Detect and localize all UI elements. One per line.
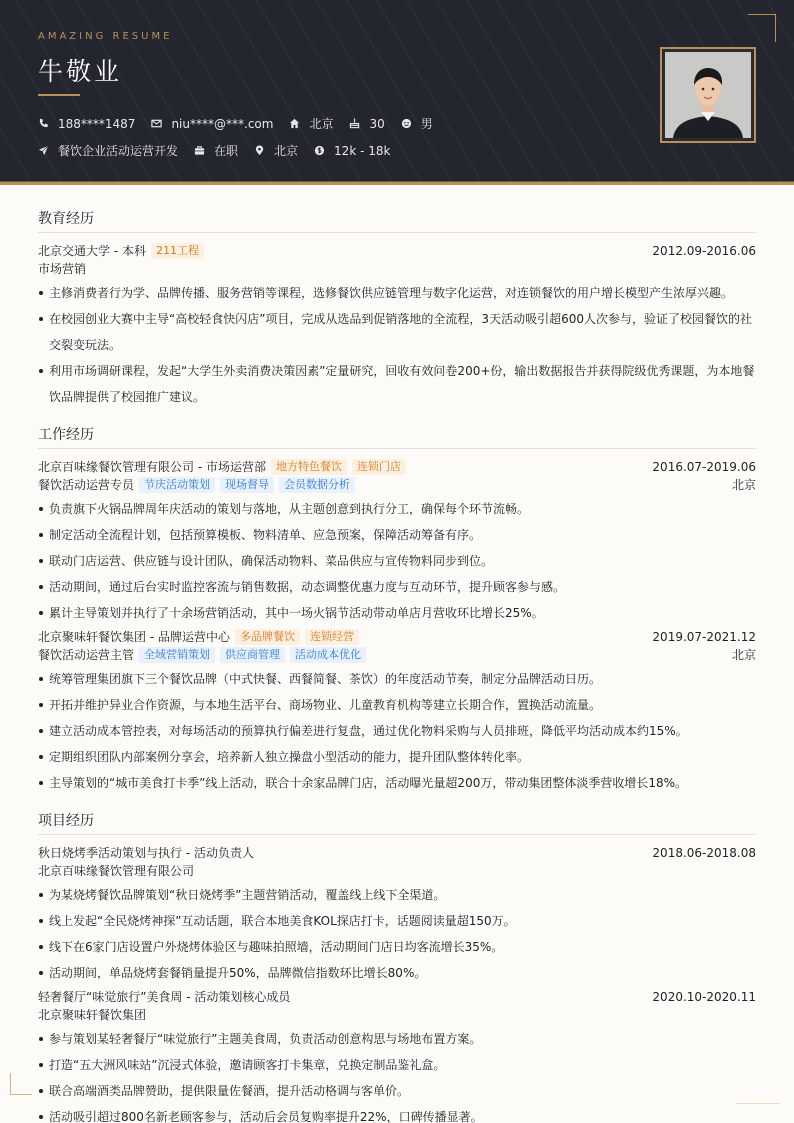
role-tag: 供应商管理	[220, 647, 285, 663]
list-item: 定期组织团队内部案例分享会，培养新人独立操盘小型活动的能力，提升团队整体转化率。	[38, 744, 756, 770]
gender-icon	[401, 118, 412, 129]
money-icon	[314, 145, 325, 156]
phone-icon	[38, 118, 49, 129]
work-bullets	[38, 496, 756, 626]
role-tag: 现场督导	[220, 477, 274, 493]
list-item: 活动期间，通过后台实时监控客流与销售数据，动态调整优惠力度与互动环节，提升顾客参与感。	[38, 574, 756, 600]
project-date: 2018.06-2018.08	[652, 846, 756, 860]
list-item: 线上发起“全民烧烤神探”互动话题，联合本地美食KOL探店打卡，话题阅读量超150万。	[38, 908, 756, 934]
work-date: 2016.07-2019.06	[652, 460, 756, 474]
mail-icon	[151, 118, 162, 129]
company-row	[38, 628, 756, 646]
section-title: 教育经历	[38, 208, 756, 233]
project-entry	[38, 844, 756, 986]
send-icon	[38, 145, 49, 156]
project-org: 北京百味缘餐饮管理有限公司	[38, 864, 195, 878]
work-city: 北京	[731, 648, 756, 662]
project-header-row	[38, 844, 756, 862]
gender-text: 男	[420, 117, 433, 131]
intent-city	[254, 142, 298, 159]
education-date: 2012.09-2016.06	[652, 244, 756, 258]
role-row	[38, 476, 756, 494]
role-name: 餐饮活动运营主管	[38, 648, 135, 662]
project-org-row	[38, 862, 756, 880]
work-bullets	[38, 666, 756, 796]
project-header-row	[38, 988, 756, 1006]
contact-phone	[38, 117, 135, 131]
project-entry	[38, 988, 756, 1123]
education-header-row	[38, 242, 756, 260]
position-text: 餐饮企业活动运营开发	[58, 144, 179, 158]
company-tag: 连锁门店	[352, 459, 406, 475]
list-item: 参与策划某轻奢餐厅“味觉旅行”主题美食周，负责活动创意构思与场地布置方案。	[38, 1026, 756, 1052]
role-tag: 会员数据分析	[279, 477, 355, 493]
list-item: 累计主导策划并执行了十余场营销活动，其中一场火锅节活动带动单店月营收环比增长25%。	[38, 600, 756, 626]
work-entry	[38, 458, 756, 626]
list-item: 建立活动成本管控表，对每场活动的预算执行偏差进行复盘，通过优化物料采购与人员排班，降低平均活动成本约15%。	[38, 718, 756, 744]
email-text: niu****@***.com	[171, 116, 274, 131]
role-tag: 节庆活动策划	[139, 477, 215, 493]
status-text: 在职	[214, 144, 239, 158]
list-item: 活动吸引超过800名新老顾客参与，活动后会员复购率提升22%，口碑传播显著。	[38, 1104, 756, 1123]
project-name: 秋日烧烤季活动策划与执行 - 活动负责人	[38, 846, 254, 860]
contact-gender	[401, 115, 433, 132]
company-tag: 地方特色餐饮	[271, 459, 347, 475]
name-underline	[38, 94, 80, 96]
contact-email	[151, 117, 273, 131]
work-city: 北京	[731, 478, 756, 492]
work-date: 2019.07-2021.12	[652, 630, 756, 644]
contact-row	[38, 115, 449, 132]
role-name: 餐饮活动运营专员	[38, 478, 135, 492]
work-section	[38, 424, 756, 796]
role-row	[38, 646, 756, 664]
brand-label: AMAZING RESUME	[38, 31, 173, 42]
list-item: 制定活动全流程计划，包括预算模板、物料清单、应急预案，保障活动筹备有序。	[38, 522, 756, 548]
role-tag: 全域营销策划	[139, 647, 215, 663]
company-tag: 多品牌餐饮	[235, 629, 300, 645]
list-item: 统筹管理集团旗下三个餐饮品牌（中式快餐、西餐简餐、茶饮）的年度活动节奏，制定分品牌活动日历。	[38, 666, 756, 692]
city-text: 北京	[309, 117, 334, 131]
candidate-name: 牛敬业	[38, 57, 123, 86]
project-org: 北京聚味轩餐饮集团	[38, 1008, 147, 1022]
company-name: 北京聚味轩餐饮集团 - 品牌运营中心	[38, 630, 230, 644]
list-item: 线下在6家门店设置户外烧烤体验区与趣味拍照墙，活动期间门店日均客流增长35%。	[38, 934, 756, 960]
list-item: 利用市场调研课程，发起“大学生外卖消费决策因素”定量研究，回收有效问卷200+份，输出数据报告并获得院级优秀课题，为本地餐饮品牌提供了校园推广建议。	[38, 358, 756, 410]
section-title: 项目经历	[38, 810, 756, 835]
list-item: 打造“五大洲风味站”沉浸式体验，邀请顾客打卡集章，兑换定制品鉴礼盒。	[38, 1052, 756, 1078]
school-tag: 211工程	[151, 243, 204, 259]
company-row	[38, 458, 756, 476]
school-name: 北京交通大学 - 本科	[38, 244, 146, 258]
company-tag: 连锁经营	[305, 629, 359, 645]
contact-age	[349, 117, 384, 131]
list-item: 联动门店运营、供应链与设计团队，确保活动物料、菜品供应与宣传物料同步到位。	[38, 548, 756, 574]
project-section	[38, 810, 756, 1123]
corner-decoration	[10, 1073, 32, 1095]
intent-city-text: 北京	[274, 144, 299, 158]
project-bullets	[38, 1026, 756, 1123]
list-item: 为某烧烤餐饮品牌策划“秋日烧烤季”主题营销活动，覆盖线上线下全渠道。	[38, 882, 756, 908]
contact-city	[289, 115, 333, 132]
intent-salary	[314, 144, 390, 158]
major-row	[38, 260, 756, 278]
project-name: 轻奢餐厅“味觉旅行”美食周 - 活动策划核心成员	[38, 990, 291, 1004]
location-icon	[254, 145, 265, 156]
corner-decoration	[736, 1103, 780, 1104]
role-tag: 活动成本优化	[290, 647, 366, 663]
project-bullets	[38, 882, 756, 986]
project-org-row	[38, 1006, 756, 1024]
intent-position	[38, 142, 178, 159]
intent-row	[38, 142, 406, 159]
company-name: 北京百味缘餐饮管理有限公司 - 市场运营部	[38, 460, 266, 474]
resume-body	[38, 208, 756, 1123]
work-entry	[38, 628, 756, 796]
cake-icon	[349, 118, 360, 129]
phone-text: 188****1487	[58, 116, 136, 131]
education-bullets	[38, 280, 756, 410]
avatar-portrait	[665, 52, 751, 138]
profile-photo	[665, 52, 751, 138]
list-item: 活动期间，单品烧烤套餐销量提升50%，品牌微信指数环比增长80%。	[38, 960, 756, 986]
age-text: 30	[369, 116, 385, 131]
corner-decoration	[748, 14, 776, 42]
project-date: 2020.10-2020.11	[652, 990, 756, 1004]
briefcase-icon	[194, 145, 205, 156]
list-item: 主修消费者行为学、品牌传播、服务营销等课程，选修餐饮供应链管理与数字化运营，对连锁餐饮的用户增长模型产生浓厚兴趣。	[38, 280, 756, 306]
list-item: 开拓并维护异业合作资源，与本地生活平台、商场物业、儿童教育机构等建立长期合作，置换活动流量。	[38, 692, 756, 718]
profile-photo-frame	[660, 47, 756, 143]
resume-header	[0, 0, 794, 185]
major-name: 市场营销	[38, 262, 87, 276]
intent-status	[194, 142, 238, 159]
education-section	[38, 208, 756, 410]
section-title: 工作经历	[38, 424, 756, 449]
education-entry	[38, 242, 756, 410]
list-item: 在校园创业大赛中主导“高校轻食快闪店”项目，完成从选品到促销落地的全流程，3天活动吸引超600人次参与，验证了校园餐饮的社交裂变玩法。	[38, 306, 756, 358]
list-item: 联合高端酒类品牌赞助，提供限量佐餐酒，提升活动格调与客单价。	[38, 1078, 756, 1104]
list-item: 负责旗下火锅品牌周年庆活动的策划与落地，从主题创意到执行分工，确保每个环节流畅。	[38, 496, 756, 522]
list-item: 主导策划的“城市美食打卡季”线上活动，联合十余家品牌门店，活动曝光量超200万，带动集团整体淡季营收增长18%。	[38, 770, 756, 796]
salary-text: 12k - 18k	[334, 143, 391, 158]
home-icon	[289, 118, 300, 129]
